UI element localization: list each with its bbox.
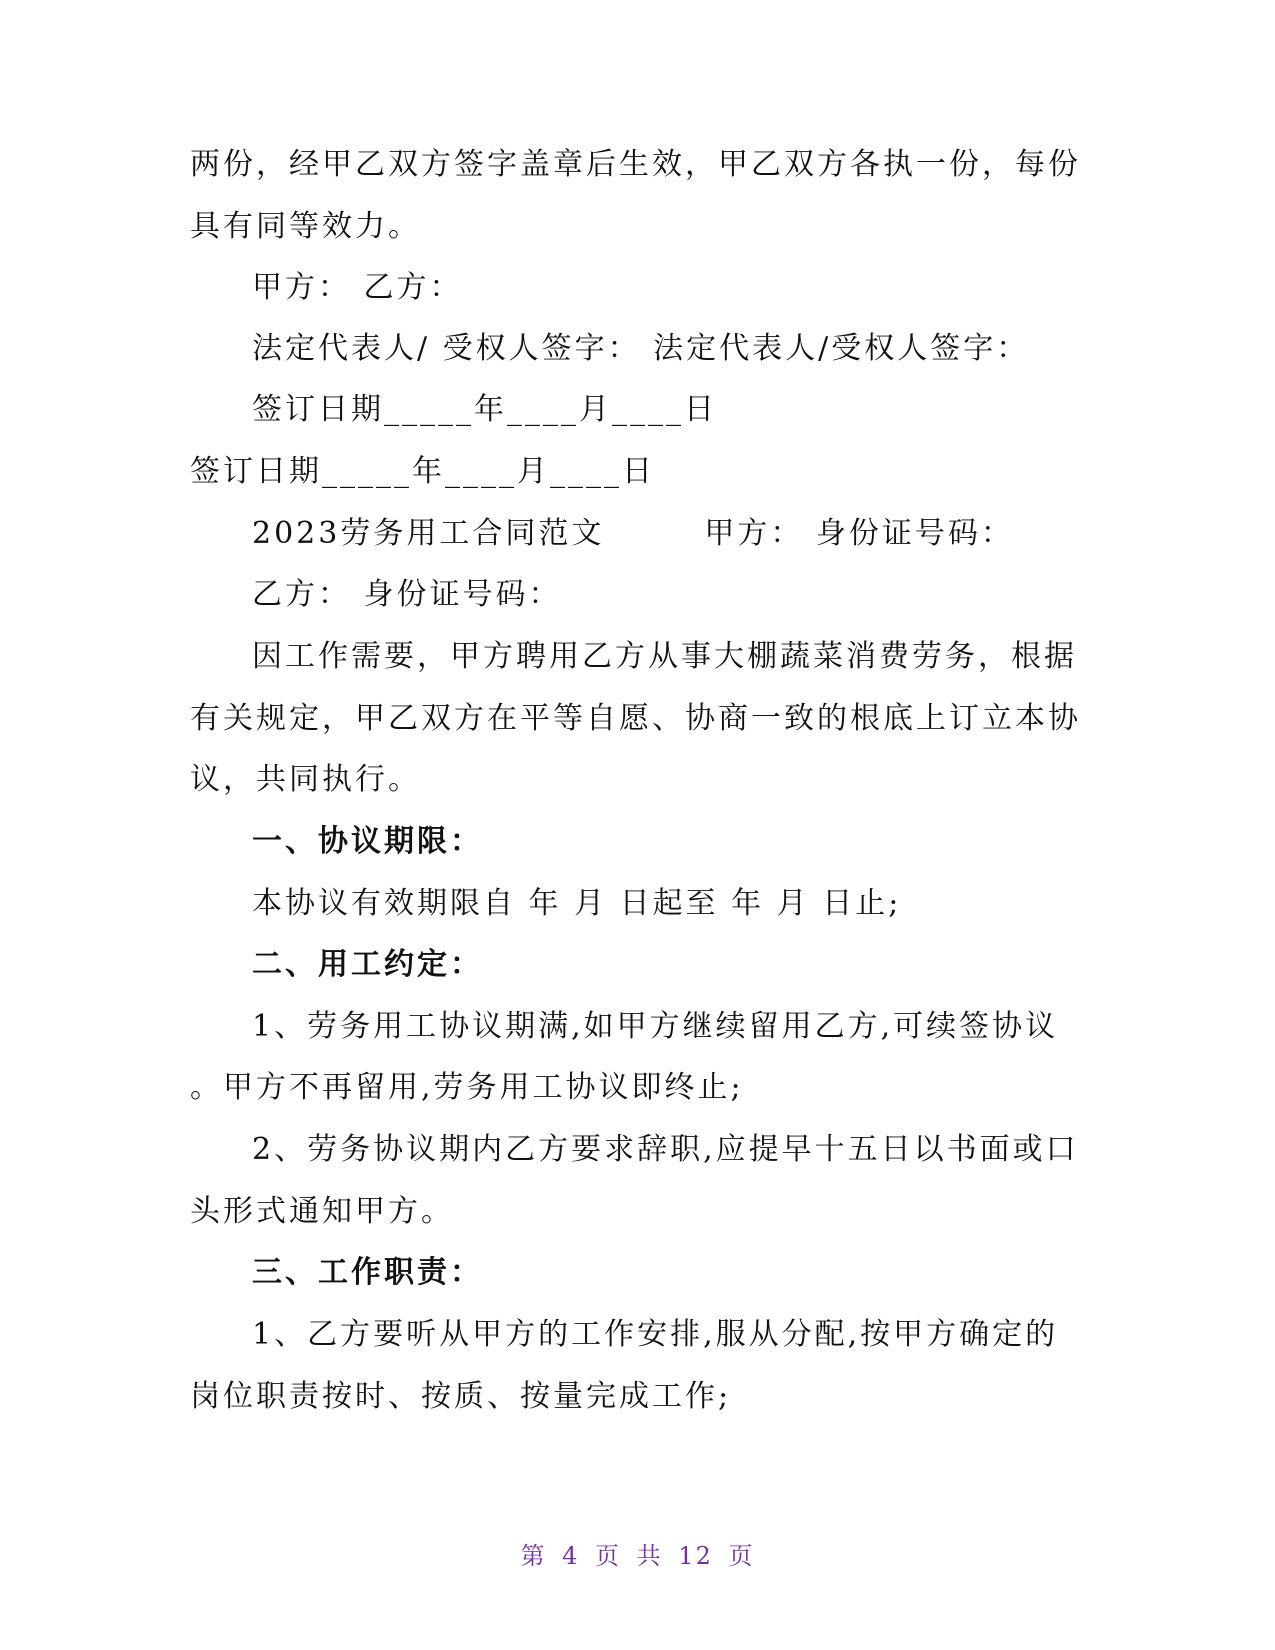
section-heading-duties: 三、工作职责： xyxy=(252,1255,483,1290)
signing-date: 签订日期_____年____月____日 xyxy=(252,392,717,427)
intro-paragraph-line: 议，共同执行。 xyxy=(190,762,421,797)
page-footer: 第 4 页 共 12 页 xyxy=(520,1542,755,1570)
clause-line: 1、乙方要听从甲方的工作安排,服从分配,按甲方确定的 xyxy=(252,1317,1059,1352)
clause-line: 。甲方不再留用,劳务用工协议即终止; xyxy=(190,1070,744,1105)
section-term-text: 本协议有效期限自 年 月 日起至 年 月 日止; xyxy=(252,886,902,921)
clause-line: 头形式通知甲方。 xyxy=(190,1194,454,1229)
party-a-id-label: 甲方： 身份证号码： xyxy=(704,516,1014,551)
party-b-id-label: 乙方： 身份证号码： xyxy=(252,577,562,612)
section-heading-term: 一、协议期限： xyxy=(252,824,483,859)
clause-line: 岗位职责按时、按质、按量完成工作; xyxy=(190,1379,732,1414)
signature-labels: 法定代表人/ 受权人签字： 法定代表人/受权人签字： xyxy=(252,331,1030,366)
signing-date: 签订日期_____年____月____日 xyxy=(190,454,655,489)
template-header-line xyxy=(252,514,1014,554)
body-line: 两份，经甲乙双方签字盖章后生效，甲乙双方各执一份，每份 xyxy=(190,147,1081,182)
body-line: 具有同等效力。 xyxy=(190,209,421,244)
clause-line: 1、劳务用工协议期满,如甲方继续留用乙方,可续签协议 xyxy=(252,1009,1059,1044)
party-labels: 甲方： 乙方： xyxy=(252,270,463,305)
section-heading-employment: 二、用工约定： xyxy=(252,947,483,982)
intro-paragraph-line: 有关规定，甲乙双方在平等自愿、协商一致的根底上订立本协 xyxy=(190,701,1081,736)
template-title: 2023劳务用工合同范文 xyxy=(252,516,605,551)
clause-line: 2、劳务协议期内乙方要求辞职,应提早十五日以书面或口 xyxy=(252,1132,1079,1167)
intro-paragraph-line: 因工作需要，甲方聘用乙方从事大棚蔬菜消费劳务，根据 xyxy=(252,639,1077,674)
